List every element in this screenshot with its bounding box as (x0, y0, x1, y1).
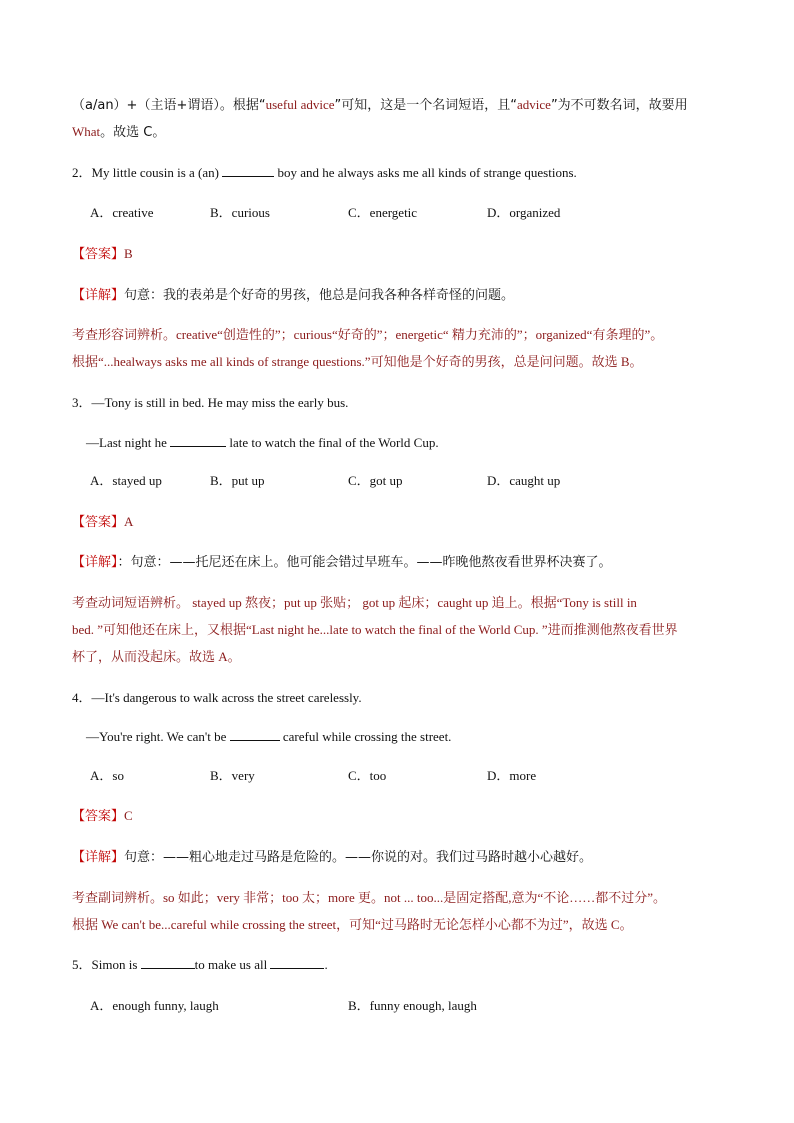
q3-analysis-3: 杯了，从而没起床。故选 A。 (72, 649, 241, 664)
q2-stem: 2．My little cousin is a (an) boy and he always asks me all kinds of strange questions. (72, 165, 577, 180)
q3-option-a: A．stayed up (90, 473, 162, 488)
q3-stem-2: —Last night he late to watch the final of the World Cup. (86, 435, 439, 450)
q5-option-b: B．funny enough, laugh (348, 998, 477, 1013)
q3-analysis-1: 考查动词短语辨析。 stayed up 熬夜；put up 张贴； got up 起床；caught up 追上。根据“Tony is still in (72, 595, 637, 610)
intro-line-1: （a/an）+（主语+谓语）。根据“useful advice”可知，这是一个名词短语，且“advice”为不可数名词，故要用 (72, 97, 688, 113)
q4-stem-2: —You're right. We can't be careful while crossing the street. (86, 729, 452, 744)
q3-detail: 【详解】：句意：——托尼还在床上。他可能会错过早班车。——昨晚他熬夜看世界杯决赛了。 (72, 555, 612, 570)
q3-stem-1: 3．—Tony is still in bed. He may miss the early bus. (72, 395, 349, 410)
q4-detail: 【详解】句意：——粗心地走过马路是危险的。——你说的对。我们过马路时越小心越好。 (72, 850, 593, 865)
q2-option-d: D．organized (487, 205, 561, 220)
q4-answer: 【答案】C (72, 808, 133, 824)
q4-blank (230, 728, 280, 741)
q5-stem: 5．Simon is to make us all . (72, 957, 328, 972)
q4-option-d: D．more (487, 768, 537, 783)
q5-blank-2 (270, 956, 324, 969)
q4-stem-1: 4．—It's dangerous to walk across the street carelessly. (72, 690, 362, 705)
q5-blank-1 (141, 956, 195, 969)
q3-option-b: B．put up (210, 473, 265, 488)
q2-option-c: C．energetic (348, 205, 418, 220)
q2-blank (222, 164, 274, 177)
q3-answer: 【答案】A (72, 514, 134, 530)
q3-blank (170, 434, 226, 447)
q2-option-a: A．creative (90, 205, 154, 220)
q4-analysis-1: 考查副词辨析。so 如此；very 非常；too 太；more 更。not ... too...是固定搭配,意为“不论……都不过分”。 (72, 890, 666, 905)
q4-analysis-2: 根据 We can't be...careful while crossing the street，可知“过马路时无论怎样小心都不为过”，故选 C。 (72, 917, 633, 932)
q3-analysis-2: bed. ”可知他还在床上，又根据“Last night he...late to watch the final of the World Cup. ”进而推测他熬夜看世界 (72, 622, 678, 637)
q2-detail: 【详解】句意：我的表弟是个好奇的男孩，他总是问我各种各样奇怪的问题。 (72, 288, 515, 303)
q4-option-c: C．too (348, 768, 387, 783)
q4-option-b: B．very (210, 768, 255, 783)
q4-option-a: A．so (90, 768, 124, 783)
intro-line-2: What。故选 C。 (72, 124, 166, 140)
q2-analysis-1: 考查形容词辨析。creative“创造性的”；curious“好奇的”；energetic“ 精力充沛的”；organized“有条理的”。 (72, 327, 664, 342)
q2-option-b: B．curious (210, 205, 270, 220)
q2-analysis-2: 根据“...healways asks me all kinds of strange questions.”可知他是个好奇的男孩，总是问问题。故选 B。 (72, 354, 643, 369)
q2-answer: 【答案】B (72, 246, 133, 262)
q5-option-a: A．enough funny, laugh (90, 998, 219, 1013)
q3-option-d: D．caught up (487, 473, 561, 488)
q3-option-c: C．got up (348, 473, 403, 488)
